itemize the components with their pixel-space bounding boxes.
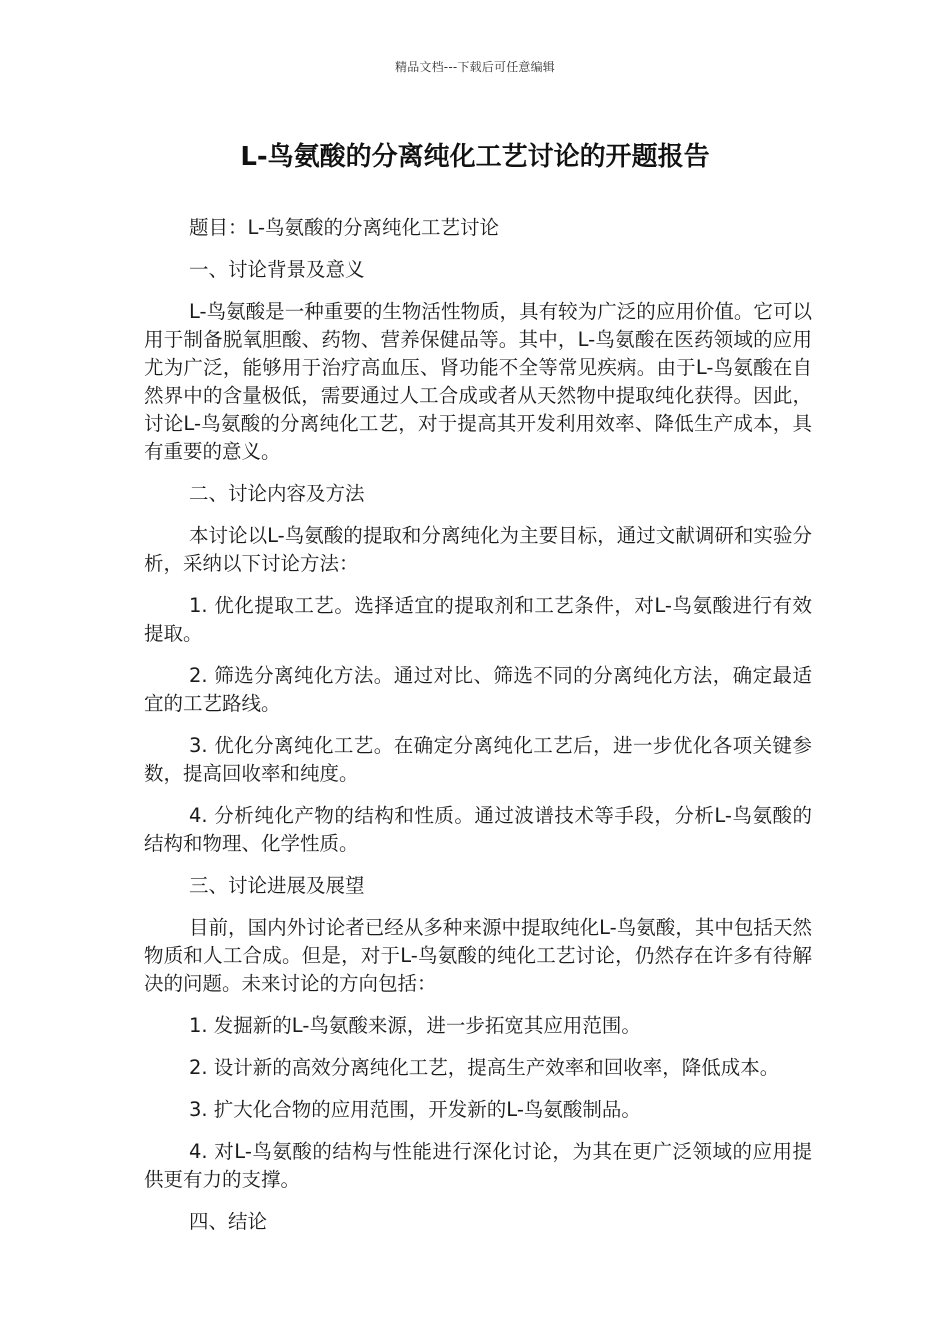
method-item-4: 4. 分析纯化产物的结构和性质。通过波谱技术等手段，分析L-鸟氨酸的结构和物理、化学性质。 [144, 804, 812, 855]
section-heading-background: 一、讨论背景及意义 [189, 258, 365, 281]
outlook-item-2: 2. 设计新的高效分离纯化工艺，提高生产效率和回收率，降低成本。 [189, 1056, 780, 1079]
topic-line: 题目：L-鸟氨酸的分离纯化工艺讨论 [189, 216, 500, 239]
section-heading-conclusion: 四、结论 [189, 1210, 268, 1233]
document-title: L-鸟氨酸的分离纯化工艺讨论的开题报告 [240, 142, 710, 172]
background-paragraph: L-鸟氨酸是一种重要的生物活性物质，具有较为广泛的应用价值。它可以用于制备脱氧胆酸、药物、营养保健品等。其中，L-鸟氨酸在医药领域的应用尤为广泛，能够用于治疗高血压、肾功能不全等常见疾病。由于L-鸟氨酸在自然界中的含量极低，需要通过人工合成或者从天然物中提取纯化获得。因此，讨论L-鸟氨酸的分离纯化工艺，对于提高其开发利用效率、降低生产成本，具有重要的意义。 [144, 300, 812, 463]
section-heading-methods: 二、讨论内容及方法 [189, 482, 365, 505]
section-heading-progress: 三、讨论进展及展望 [189, 874, 365, 897]
outlook-item-3: 3. 扩大化合物的应用范围，开发新的L-鸟氨酸制品。 [189, 1098, 641, 1121]
methods-intro-paragraph: 本讨论以L-鸟氨酸的提取和分离纯化为主要目标，通过文献调研和实验分析，采纳以下讨论方法： [144, 524, 812, 575]
method-item-2: 2. 筛选分离纯化方法。通过对比、筛选不同的分离纯化方法，确定最适宜的工艺路线。 [144, 664, 812, 715]
header-note: 精品文档---下载后可任意编辑 [395, 60, 555, 74]
outlook-item-4: 4. 对L-鸟氨酸的结构与性能进行深化讨论，为其在更广泛领域的应用提供更有力的支撑。 [144, 1140, 812, 1191]
method-item-1: 1. 优化提取工艺。选择适宜的提取剂和工艺条件，对L-鸟氨酸进行有效提取。 [144, 594, 812, 645]
document-body [144, 214, 812, 1250]
outlook-item-1: 1. 发掘新的L-鸟氨酸来源，进一步拓宽其应用范围。 [189, 1014, 641, 1037]
progress-paragraph: 目前，国内外讨论者已经从多种来源中提取纯化L-鸟氨酸，其中包括天然物质和人工合成。但是，对于L-鸟氨酸的纯化工艺讨论，仍然存在许多有待解决的问题。未来讨论的方向包括： [144, 916, 812, 995]
method-item-3: 3. 优化分离纯化工艺。在确定分离纯化工艺后，进一步优化各项关键参数，提高回收率和纯度。 [144, 734, 812, 785]
